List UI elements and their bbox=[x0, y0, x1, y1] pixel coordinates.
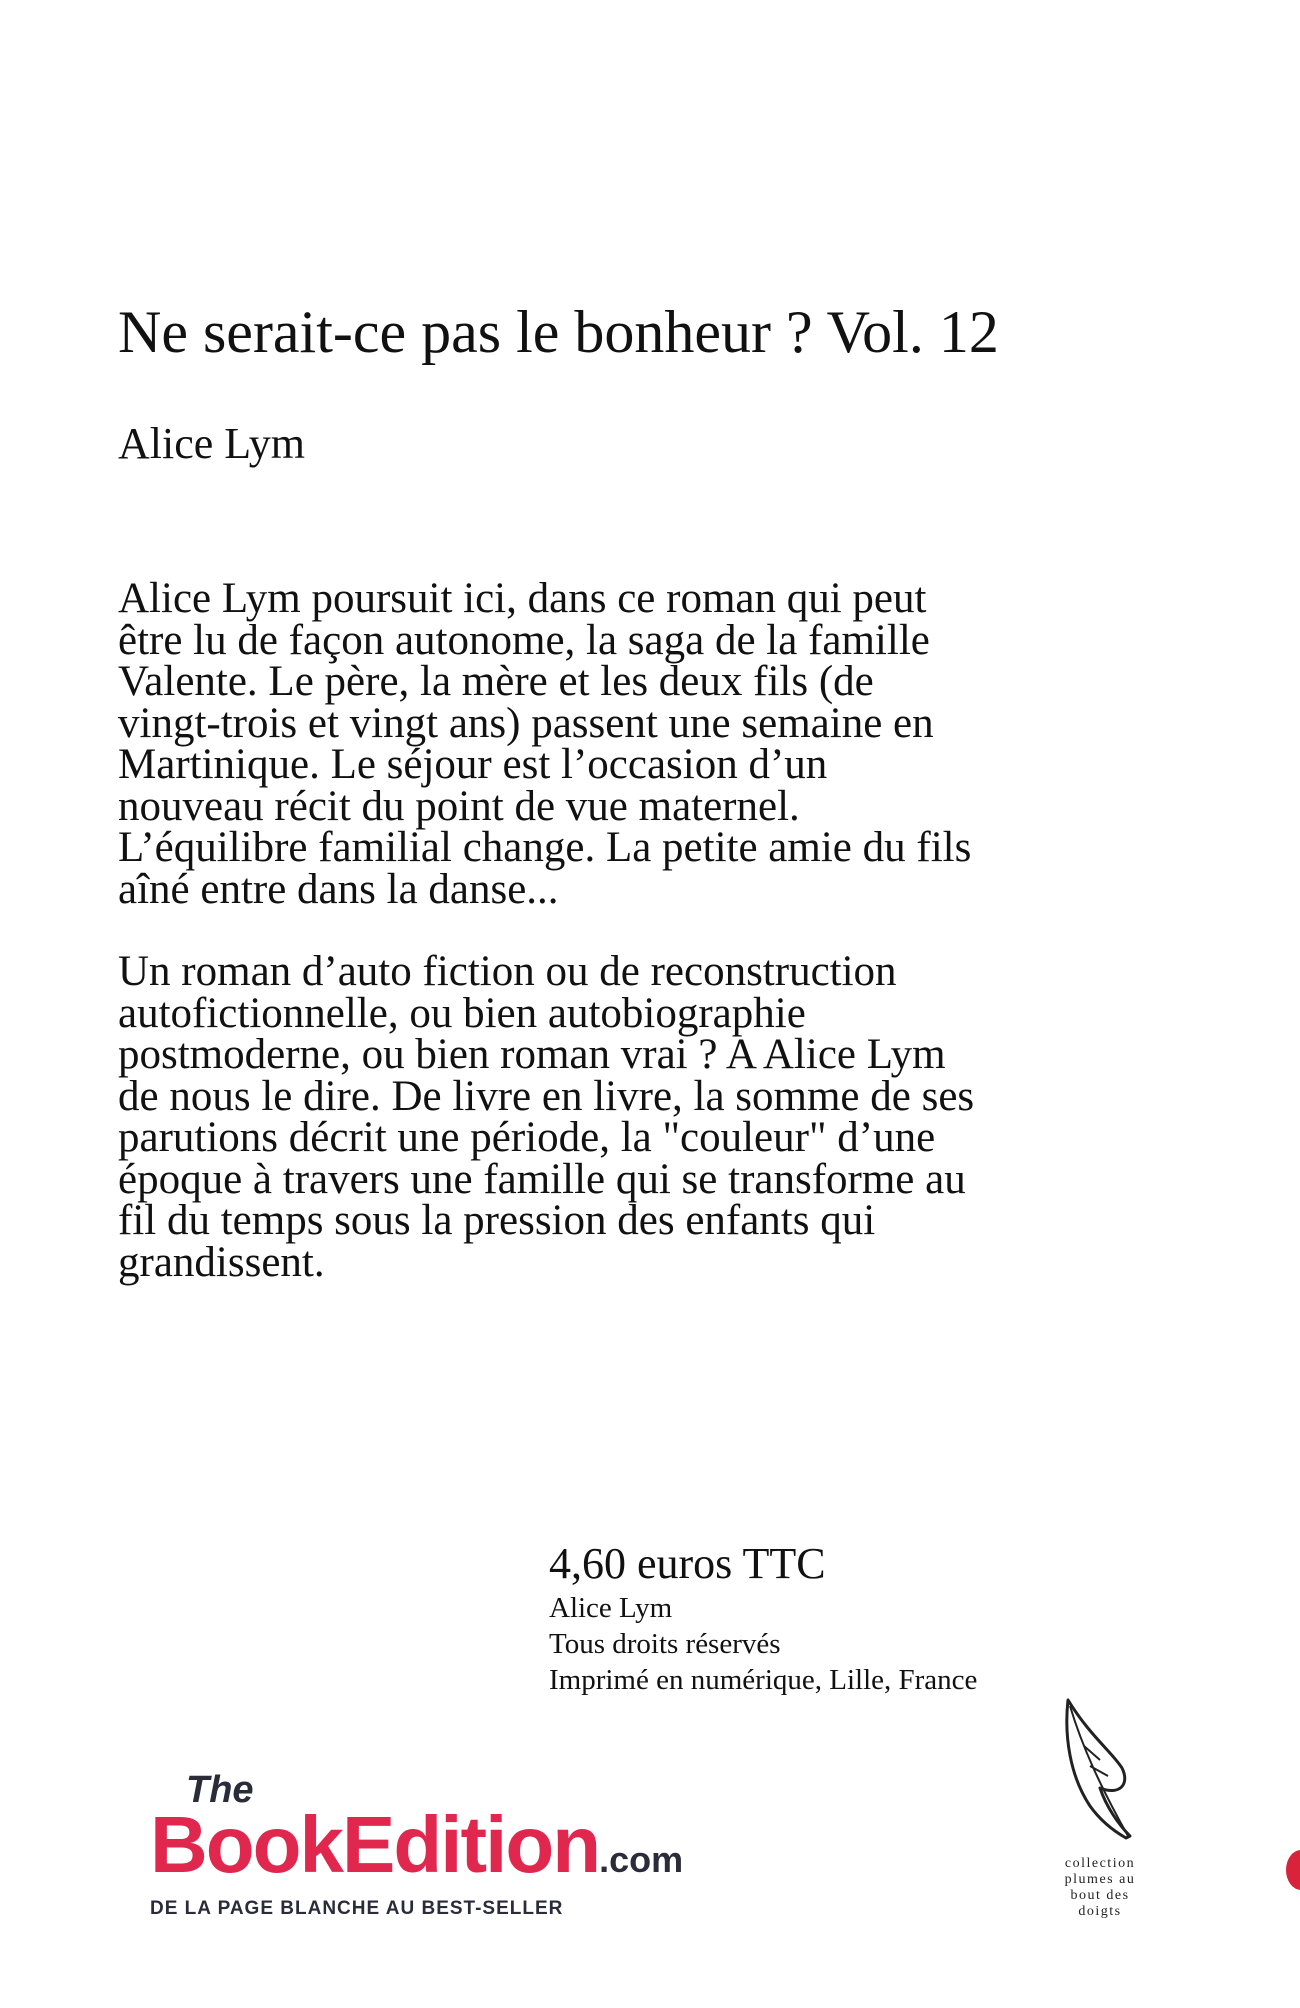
publisher-tagline: DE LA PAGE BLANCHE AU BEST-SELLER bbox=[150, 1898, 564, 1919]
blurb-paragraph: Alice Lym poursuit ici, dans ce roman qui peut être lu de façon autonome, la saga de la famille Valente. Le père, la mère et les deux fils (de vingt-trois et vingt ans) passent une semaine en Martinique. Le séjour est l’occasion d’un nouveau récit du point de vue maternel. L’équilibre familial change. La petite amie du fils aîné entre dans la danse... bbox=[118, 575, 972, 913]
collection-line: plumes au bbox=[1064, 1872, 1136, 1887]
colophon bbox=[549, 1538, 1149, 1698]
price: 4,60 euros TTC bbox=[549, 1539, 826, 1588]
collection-line: collection bbox=[1064, 1856, 1136, 1871]
publisher-logo-suffix: .com bbox=[599, 1839, 684, 1880]
copyright-holder: Alice Lym bbox=[549, 1592, 673, 1624]
collection-line: bout des bbox=[1070, 1888, 1130, 1903]
printing-notice: Imprimé en numérique, Lille, France bbox=[549, 1664, 978, 1696]
publisher-logo-wordmark bbox=[150, 1800, 683, 1890]
collection-logo bbox=[1040, 1696, 1160, 1920]
collection-line: doigts bbox=[1078, 1904, 1122, 1919]
book-title: Ne serait-ce pas le bonheur ? Vol. 12 bbox=[118, 299, 999, 365]
blurb-paragraph: Un roman d’auto fiction ou de reconstruction autofictionnelle, ou bien autobiographie postmoderne, ou bien roman vrai ? A Alice Lym de nous le dire. De livre en livre, la somme de ses parutions décrit une période, la "couleur" d’une époque à travers une famille qui se transforme au fil du temps sous la pression des enfants qui grandissent. bbox=[118, 948, 975, 1286]
rights-notice: Tous droits réservés bbox=[549, 1628, 781, 1660]
book-author: Alice Lym bbox=[118, 419, 305, 468]
publisher-logo-name: BookEdition bbox=[150, 1800, 600, 1889]
publisher-logo-the: The bbox=[186, 1769, 254, 1811]
publisher-logo bbox=[150, 1770, 710, 1940]
back-cover-blurb bbox=[118, 575, 978, 1324]
quill-icon bbox=[1060, 1696, 1140, 1846]
collection-name bbox=[1040, 1856, 1160, 1920]
edge-mark bbox=[1286, 1850, 1300, 1890]
